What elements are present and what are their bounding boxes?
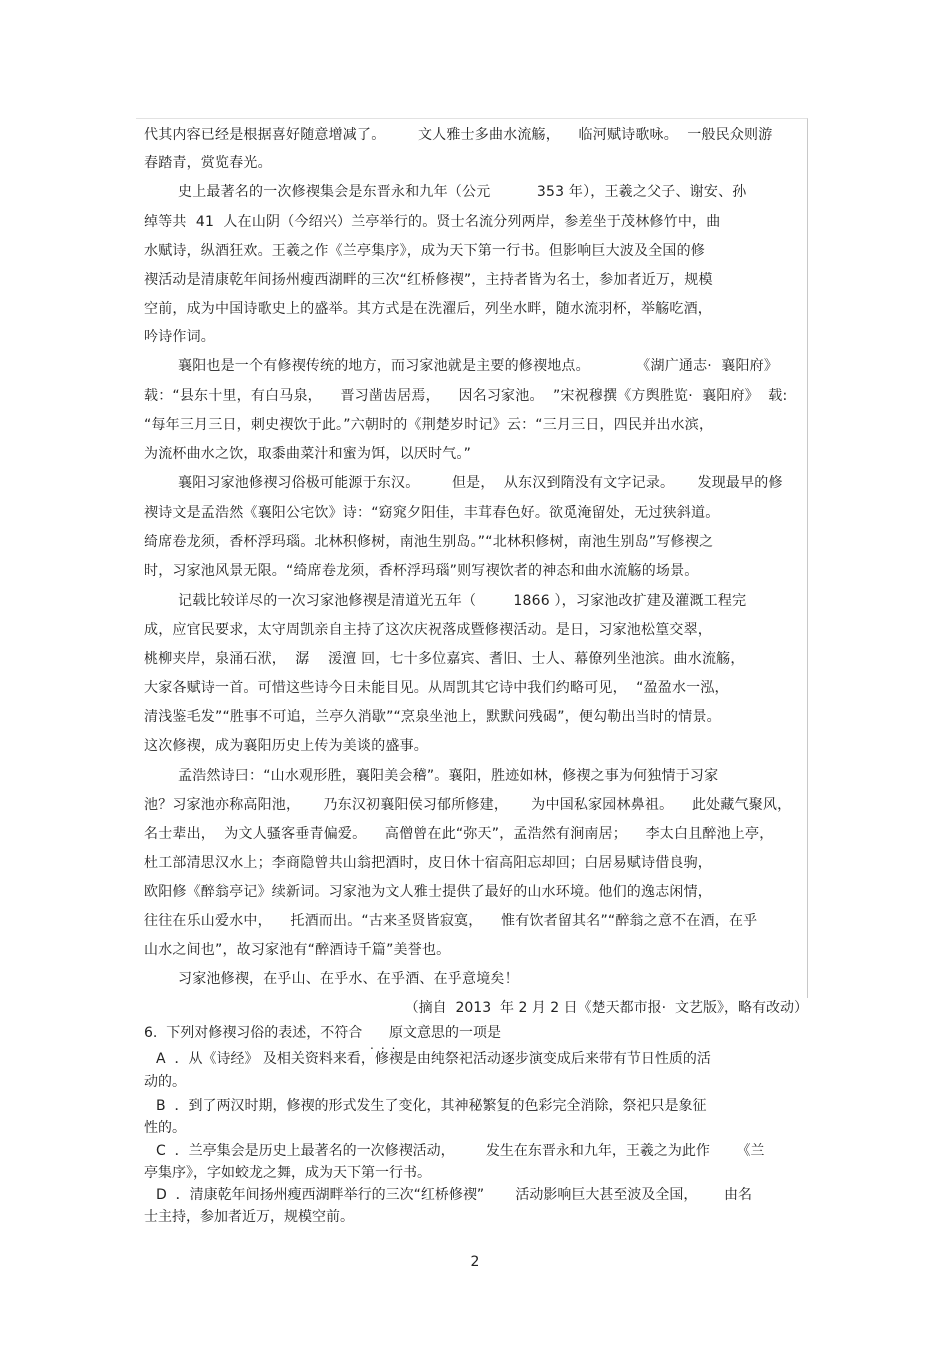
body-line: 孟浩然诗曰：“山水观形胜，襄阳美会稽”。襄阳，胜迹如林，修禊之事为何独情于习家 [178,768,719,784]
body-line: 空前，成为中国诗歌史上的盛举。其方式是在洗濯后，列坐水畔，随水流羽杯，举觞吃酒， [144,301,712,317]
body-line: 绰等共 41 人在山阴（今绍兴）兰亭举行的。贤士名流分列两岸，参差坐于茂林修竹中，曲 [144,214,721,230]
option-line: C ．兰亭集会是历史上最著名的一次修禊活动， 发生在东晋永和九年，王羲之为此作 《兰 [156,1143,765,1159]
body-line: 池？习家池亦称高阳池， 乃东汉初襄阳侯习郁所修建， 为中国私家园林鼻祖。 此处藏气聚风， [144,797,792,813]
body-line: 为流杯曲水之饮，取黍曲菜汁和蜜为饵，以厌时气。” [144,446,472,462]
body-line: 欧阳修《醉翁亭记》续新词。习家池为文人雅士提供了最好的山水环境。他们的逸志闲情， [144,884,712,900]
body-line: 襄阳习家池修禊习俗极可能源于东汉。 但是， 从东汉到隋没有文字记录。 发现最早的修 [178,475,783,491]
body-line: 往往在乐山爱水中， 托酒而出。“古来圣贤皆寂寞， 惟有饮者留其名”“醉翁之意不在酒，在乎 [144,913,758,929]
body-line: 春踏青，赏览春光。 [144,155,272,171]
body-line: 大家各赋诗一首。可惜这些诗今日未能目见。从周凯其它诗中我们约略可见， “盈盈水一泓， [144,680,729,696]
body-line: 载：“县东十里，有白马泉， 晋习凿齿居焉， 因名习家池。 ”宋祝穆撰《方舆胜览· 襄阳府》 载: [144,388,788,404]
body-line: 绮席卷龙须，香杯浮玛瑙。北林积修树，南池生别岛。”“北林积修树，南池生别岛”写修禊之 [144,534,714,550]
option-line: 动的。 [144,1074,186,1090]
body-line: 襄阳也是一个有修禊传统的地方，而习家池就是主要的修禊地点。 《湖广通志· 襄阳府》 [178,358,779,374]
body-line: 习家池修禊，在乎山、在乎水、在乎酒、在乎意境矣！ [178,971,519,987]
body-line: 禊诗文是孟浩然《襄阳公宅饮》诗：“窈窕夕阳佳，丰茸春色好。欲觅淹留处，无过狭斜道。 [144,505,720,521]
body-line: 水赋诗，纵酒狂欢。王羲之作《兰亭集序》，成为天下第一行书。但影响巨大波及全国的修 [144,243,705,259]
source-citation: （摘自 2013 年 2 月 2 日《楚天都市报· 文艺版》，略有改动） [404,1000,808,1016]
option-line: B ．到了两汉时期，修禊的形式发生了变化，其神秘繁复的色彩完全消除，祭祀只是象征 [156,1098,707,1114]
body-line: 清浅鉴毛发”“胜事不可追，兰亭久消歇”“烹泉坐池上，默默问残碣”，便勾勒出当时的情景。 [144,709,721,725]
body-line: 代其内容已经是根据喜好随意增减了。 文人雅士多曲水流觞， 临河赋诗歌咏。 一般民众则游 [144,127,773,143]
body-line: 吟诗作词。 [144,329,215,345]
body-line: 史上最著名的一次修禊集会是东晋永和九年（公元 353 年），王羲之父子、谢安、孙 [178,184,747,200]
body-line: “每年三月三日，刺史禊饮于此。”六朝时的《荆楚岁时记》云：“三月三日，四民并出水滨， [144,417,714,433]
body-line: 记载比较详尽的一次习家池修禊是清道光五年（ 1866 ），习家池改扩建及灌溉工程完 [178,593,747,609]
body-line: 这次修禊，成为襄阳历史上传为美谈的盛事。 [144,738,428,754]
option-line: A ．从《诗经》 及相关资料来看，修禊是由纯祭祀活动逐步演变成后来带有节日性质的活 [156,1051,711,1067]
emphasis-dots: ... [370,1038,403,1052]
body-line: 禊活动是清康乾年间扬州瘦西湖畔的三次“红桥修禊”，主持者皆为名士，参加者近万，规模 [144,272,713,288]
option-line: 性的。 [144,1120,186,1136]
body-line: 杜工部清思汉水上；李商隐曾共山翁把酒时，皮日休十宿高阳忘却回；白居易赋诗借良驹， [144,855,712,871]
body-line: 成，应官民要求，太守周凯亲自主持了这次庆祝落成暨修禊活动。是日，习家池松篁交翠， [144,622,712,638]
page-number: 2 [470,1254,480,1270]
body-line: 桃柳夹岸，泉涌石洑， 潺 湲澶 回，七十多位嘉宾、耆旧、士人、幕僚列坐池滨。曲水流觞， [144,651,745,667]
option-line: D ．清康乾年间扬州瘦西湖畔举行的三次“红桥修禊” 活动影响巨大甚至波及全国， 由名 [156,1187,753,1203]
body-line: 名士辈出， 为文人骚客垂青偏爱。 高僧曾在此“弥天”，孟浩然有涧南居； 李太白且醉池上亭， [144,826,774,842]
body-line: 山水之间也”，故习家池有“醉酒诗千篇”美誉也。 [144,942,451,958]
body-line: 时，习家池风景无限。“绮席卷龙须，香杯浮玛瑙”则写禊饮者的神态和曲水流觞的场景。 [144,563,699,579]
option-line: 亭集序》，字如蛟龙之舞，成为天下第一行书。 [144,1165,431,1181]
option-line: 士主持，参加者近万，规模空前。 [144,1209,354,1225]
question-6: 6. 下列对修禊习俗的表述，不符合 原文意思的一项是 [144,1025,501,1041]
